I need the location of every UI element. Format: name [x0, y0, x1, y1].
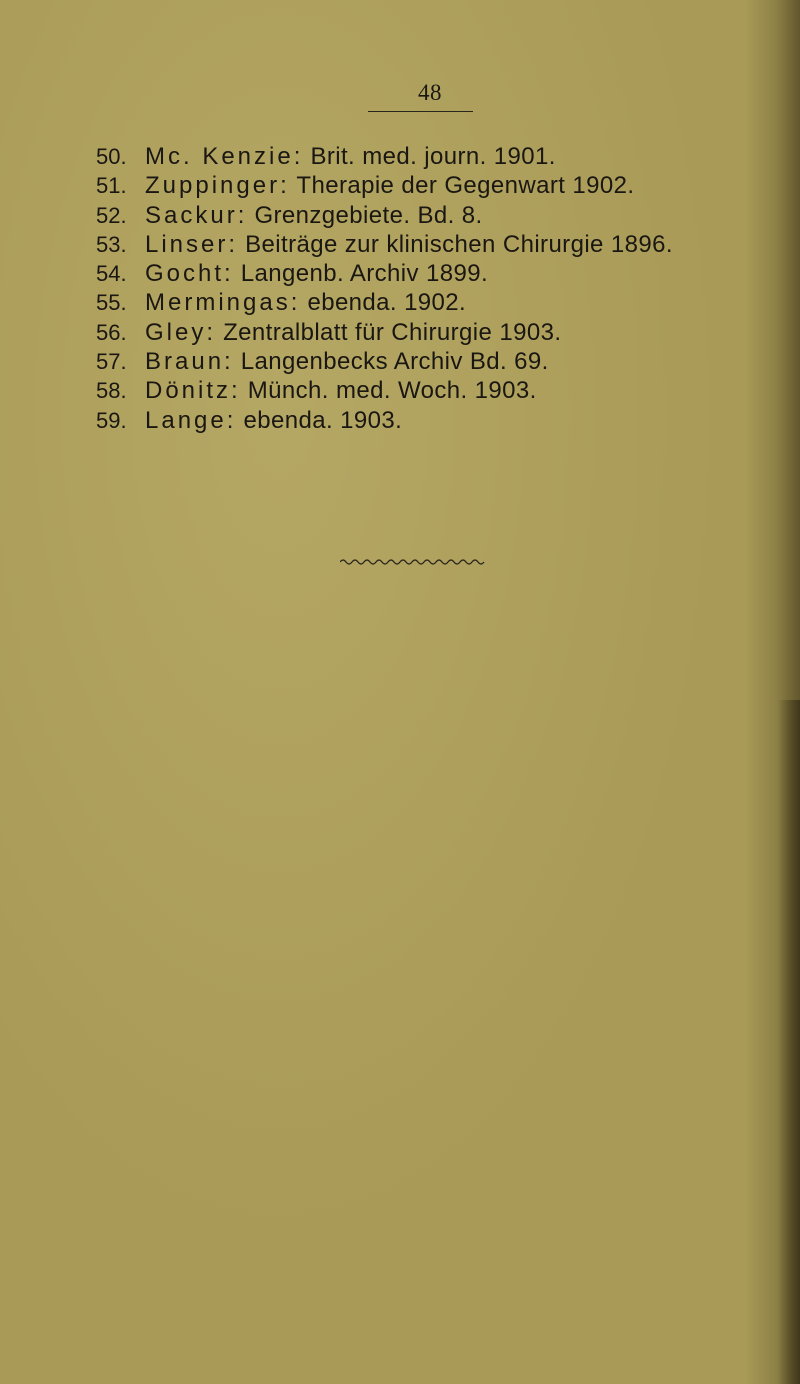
page-number: 48	[418, 80, 442, 105]
reference-item	[96, 171, 673, 200]
reference-number: 57.	[96, 349, 127, 375]
reference-author: Mermingas:	[145, 289, 301, 317]
reference-citation: ebenda. 1902.	[300, 289, 467, 317]
reference-citation: ebenda. 1903.	[236, 406, 403, 434]
reference-item	[96, 347, 673, 376]
reference-citation: Münch. med. Woch. 1903.	[240, 377, 537, 405]
reference-author: Dönitz:	[145, 377, 241, 405]
reference-item	[96, 376, 673, 405]
reference-author: Gocht:	[145, 260, 234, 288]
reference-item	[96, 406, 673, 435]
reference-citation: Zentralblatt für Chirurgie 1903.	[216, 318, 562, 346]
reference-item	[96, 230, 673, 259]
reference-number: 58.	[96, 378, 127, 404]
reference-author: Braun:	[145, 348, 234, 376]
reference-author: Zuppinger:	[145, 172, 290, 200]
reference-number: 52.	[96, 202, 127, 228]
reference-item	[96, 318, 673, 347]
reference-citation: Brit. med. journ. 1901.	[303, 143, 556, 170]
reference-citation: Langenb. Archiv 1899.	[233, 260, 489, 288]
reference-list	[96, 142, 673, 435]
reference-number: 53.	[96, 231, 127, 257]
reference-number: 56.	[96, 319, 127, 345]
reference-item	[96, 142, 673, 171]
reference-citation: Therapie der Gegenwart 1902.	[289, 172, 635, 200]
page-number-rule	[368, 111, 473, 112]
reference-author: Sackur:	[145, 201, 248, 229]
decorative-squiggle-divider	[340, 557, 485, 567]
reference-author: Linser:	[145, 230, 239, 258]
reference-author: Mc. Kenzie:	[145, 143, 304, 170]
reference-citation: Beiträge zur klinischen Chirurgie 1896.	[238, 230, 673, 258]
reference-author: Gley:	[145, 318, 217, 346]
reference-item	[96, 259, 673, 288]
reference-number: 50.	[96, 144, 127, 169]
reference-item	[96, 201, 673, 230]
reference-number: 55.	[96, 290, 127, 316]
page-edge-shadow	[778, 700, 800, 1384]
reference-citation: Grenzgebiete. Bd. 8.	[247, 201, 483, 229]
reference-citation: Langenbecks Archiv Bd. 69.	[233, 348, 549, 376]
reference-number: 59.	[96, 407, 127, 433]
reference-number: 51.	[96, 173, 127, 199]
reference-item	[96, 288, 673, 317]
reference-number: 54.	[96, 261, 127, 287]
reference-author: Lange:	[145, 406, 237, 434]
